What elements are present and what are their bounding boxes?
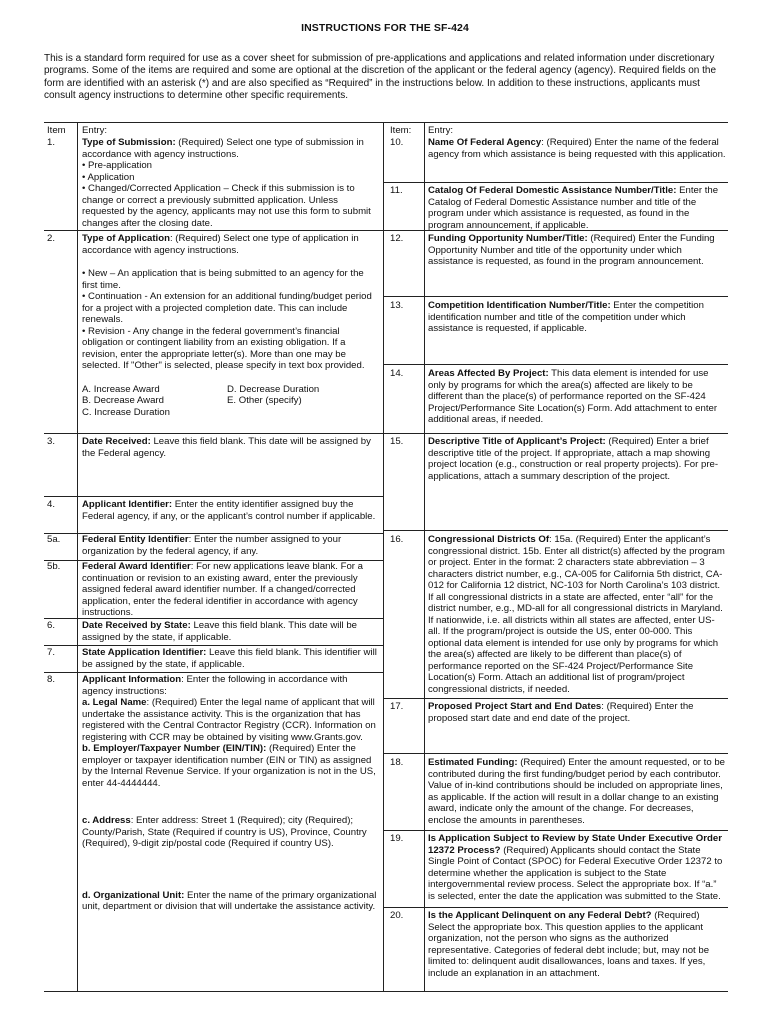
- item-title: Descriptive Title of Applicant’s Project:: [428, 436, 606, 447]
- bullet: • Pre-application: [82, 160, 153, 171]
- item-title: Is the Applicant Delinquent on any Federal Debt?: [428, 910, 652, 921]
- item-number: 19.: [390, 833, 404, 844]
- sub-item-title: d. Organizational Unit:: [82, 889, 185, 901]
- item-20-entry: [428, 910, 726, 979]
- item-title: Competition Identification Number/Title:: [428, 300, 611, 311]
- item-text: Enter the Catalog of Federal Domestic Assistance number and title of the program under which assistance is requested, as found in the program announcement, if applicable.: [428, 185, 719, 231]
- column-divider: [383, 123, 384, 991]
- item-text: : 15a. (Required) Enter the applicant’s congressional district. 15b. Enter all district(s) affected by the program or project. Enter in the format: 2 characters state abbreviation – 3 characters district number, e.g., CA-005 for California 5th district, CA-012 for California 12 district, NC-103 for North Carolina’s 103 district. If all congressional districts in a state are affected, enter “all” for the district number, e.g., MD-all for all congressional districts in Maryland. If nationwide, i.e. all districts within all states are affected, enter US-all. If the program/project is outside the US, enter 00-000. This optional data element is intended for use only by programs for which the area(s) affected are likely to be different than place(s) of performance reported on the SF-424 Project/Performance Site Location(s) Form. Attach an additional list of program/project congressional districts, if needed.: [428, 534, 725, 695]
- item-number: 20.: [390, 910, 404, 921]
- item-title: Is Application Subject to Review by State Under Executive Order 12372 Process?: [428, 833, 722, 856]
- intro-paragraph: This is a standard form required for use as a cover sheet for submission of pre-applications and applications and related information under discretionary programs. Some of the items are required and some are optional at the discretion of the applicant or the federal agency (agency). Required fields on the form are identified with an asterisk (*) and are also specified as “Required” in the instructions below. In addition to these instructions, applicants must consult agency instructions to determine other specific requirements.: [44, 53, 717, 102]
- sub-item-text: : Enter address: Street 1 (Required); city (Required); County/Parish, State (Required if country is US), Province, Country (Required), 9-digit zip/postal code (Required if country US).: [82, 815, 367, 849]
- item-title: Date Received by State:: [82, 620, 191, 631]
- item-title: Applicant Identifier:: [82, 499, 173, 510]
- item-text: (Required) Enter the Funding Opportunity Number and title of the opportunity under which assistance is requested, as found in the program announcement.: [428, 233, 715, 267]
- item-text: : For new applications leave blank. For a continuation or revision to an existing award, enter the previously assigned federal award identifier number. If a changed/corrected application, enter the federal identifier in accordance with agency instructions.: [82, 561, 364, 618]
- sub-item-title: c. Address: [82, 815, 131, 826]
- option: E. Other (specify): [227, 395, 302, 406]
- item-17-entry: [428, 701, 726, 724]
- item-text: (Required) Enter a brief descriptive title of the project. If appropriate, attach a map showing project location (e.g., construction or real property projects). For pre-applications, attach a summary description of the project.: [428, 436, 719, 482]
- sub-item-c: [82, 815, 380, 850]
- item-number: 12.: [390, 233, 404, 244]
- item-4-entry: [82, 499, 380, 522]
- item-5a-entry: [82, 534, 380, 557]
- item-number: 4.: [47, 499, 56, 510]
- sub-item-text: (Required) Enter the employer or taxpayer identification number (EIN or TIN) as assigned by the Internal Revenue Service. If your organization is not in the US, enter 44-4444444.: [82, 743, 376, 789]
- item-header-left: Item: [47, 125, 66, 136]
- item-16-entry: [428, 534, 726, 695]
- item-text: Leave this field blank. This identifier will be assigned by the state, if applicable.: [82, 647, 377, 670]
- option: A. Increase Award: [82, 383, 160, 395]
- row-divider: [383, 907, 728, 908]
- row-divider: [383, 433, 728, 434]
- sub-item-a: [82, 697, 380, 743]
- item-text: Leave this field blank. This date will be assigned by the state, if applicable.: [82, 620, 357, 643]
- option: C. Increase Duration: [82, 406, 170, 418]
- item-number: 14.: [390, 368, 404, 379]
- entry-header-right: Entry:: [428, 125, 454, 136]
- item-text: (Required) Select the appropriate box. This question applies to the applicant organization, not the person who signs as the authorized representative. Categories of federal debt include; but, may not be limited to: delinquent audit disallowances, loans and taxes. If yes, include an explanation in an attachment.: [428, 910, 710, 979]
- item-number: 11.: [390, 185, 403, 196]
- page-title: INSTRUCTIONS FOR THE SF-424: [301, 22, 469, 34]
- item-text: : Enter the number assigned to your organization by the federal agency, if any.: [82, 534, 342, 557]
- item-title: Proposed Project Start and End Dates: [428, 701, 602, 712]
- item-number: 1.: [47, 137, 56, 148]
- sub-item-text: : (Required) Enter the legal name of applicant that will undertake the assistance activity. This is the organization that has registered with the Central Contractor Registry (CCR). Information on registering with CCR may be obtained by visiting www.Grants.gov.: [82, 697, 376, 743]
- sub-item-d: [82, 890, 380, 913]
- column-divider: [424, 123, 425, 991]
- row-divider: [44, 496, 383, 497]
- item-title: Estimated Funding:: [428, 757, 518, 768]
- item-text: (Required) Enter the amount requested, or to be contributed during the first funding/budget period by each contributor. Value of in-kind contributions should be included on appropriate lines, as applicable. If the action will result in a dollar change to an existing award, indicate only the amount of the change. For decreases, enclose the amounts in parentheses.: [428, 757, 725, 826]
- item-number: 16.: [390, 534, 404, 545]
- item-19-entry: [428, 833, 726, 902]
- row-divider: [383, 753, 728, 754]
- bullet: • Application: [82, 171, 135, 183]
- item-text: Leave this field blank. This date will be assigned by the Federal agency.: [82, 436, 371, 459]
- item-number: 5b.: [47, 561, 61, 572]
- item-title: Catalog Of Federal Domestic Assistance Number/Title:: [428, 185, 677, 196]
- item-7-entry: [82, 647, 380, 670]
- bullet: • Changed/Corrected Application – Check if this submission is to change or correct a previously submitted application. Unless requested by the agency, applicants may not use this form to submit changes after the closing date.: [82, 183, 371, 229]
- item-text: : (Required) Enter the proposed start date and end date of the project.: [428, 701, 694, 724]
- row-divider: [383, 530, 728, 531]
- option: B. Decrease Award: [82, 395, 164, 406]
- item-text: (Required) Applicants should contact the State Single Point of Contact (SPOC) for Federal Executive Order 12372 to determine whether the application is subject to the State intergovernmental review process. Select the appropriate box. If “a.” is selected, enter the date the application was submitted to the State.: [428, 844, 723, 902]
- row-divider: [383, 296, 728, 297]
- item-2-entry: [82, 233, 380, 418]
- item-title: Type of Submission:: [82, 137, 176, 148]
- option: D. Decrease Duration: [227, 383, 320, 395]
- item-8-entry: [82, 674, 380, 913]
- item-text: Enter the entity identifier assigned buy the Federal agency, if any, or the applicant’s control number if applicable.: [82, 499, 376, 522]
- item-title: Type of Application: [82, 233, 170, 244]
- row-divider: [44, 672, 383, 673]
- item-text: (Required) Select one type of submission in accordance with agency instructions.: [82, 137, 364, 160]
- bullet: • Continuation - An extension for an additional funding/budget period for a project with a projected completion date. This can include renewals.: [82, 291, 372, 325]
- row-divider: [44, 433, 383, 434]
- item-text: : (Required) Enter the name of the federal agency from which assistance is being requested with this application.: [428, 137, 726, 160]
- item-text: : (Required) Select one type of application in accordance with agency instructions.: [82, 233, 359, 256]
- item-6-entry: [82, 620, 380, 643]
- item-number: 7.: [47, 647, 56, 658]
- sub-item-text: Enter the name of the primary organizational unit, department or division that will undertake the assistance activity.: [82, 889, 377, 912]
- item-number: 3.: [47, 436, 56, 447]
- sub-item-b: [82, 743, 380, 789]
- item-number: 8.: [47, 674, 56, 685]
- row-divider: [383, 182, 728, 183]
- item-title: Areas Affected By Project:: [428, 368, 549, 379]
- row-divider: [383, 698, 728, 699]
- row-divider: [383, 830, 728, 831]
- item-number: 6.: [47, 620, 56, 631]
- item-title: Congressional Districts Of: [428, 534, 550, 545]
- item-title: Funding Opportunity Number/Title:: [428, 233, 588, 244]
- bullet: • Revision - Any change in the federal government’s financial obligation or contingent liability from an existing obligation. If a revision, enter the appropriate letter(s). More than one may be selected. If "Other" is selected, please specify in text box provided.: [82, 325, 365, 371]
- item-text: This data element is intended for use only by programs for which the area(s) affected are likely to be different than the place(s) of performance reported on the SF-424 Project/Performance Site Location(s) Form. Add attachment to enter additional areas, if needed.: [428, 368, 718, 425]
- item-title: Federal Entity Identifier: [82, 534, 189, 545]
- item-title: State Application Identifier:: [82, 647, 207, 658]
- item-title: Name Of Federal Agency: [428, 137, 542, 148]
- item-14-entry: [428, 368, 726, 426]
- item-number: 5a.: [47, 534, 61, 545]
- item-1-entry: [82, 137, 380, 229]
- item-text: Enter the competition identification number and title of the competition under which assistance is requested, if applicable.: [428, 300, 704, 334]
- sub-item-title: b. Employer/Taxpayer Number (EIN/TIN):: [82, 743, 267, 754]
- sub-item-title: a. Legal Name: [82, 697, 147, 708]
- item-number: 10.: [390, 137, 404, 148]
- row-divider: [44, 645, 383, 646]
- item-13-entry: [428, 300, 726, 335]
- item-number: 18.: [390, 757, 404, 768]
- row-divider: [383, 364, 728, 365]
- item-11-entry: [428, 185, 726, 231]
- item-18-entry: [428, 757, 726, 826]
- entry-header-left: Entry:: [82, 125, 108, 136]
- revision-options: [82, 384, 380, 419]
- item-number: 15.: [390, 436, 404, 447]
- item-header-right: Item:: [390, 125, 412, 136]
- item-title: Applicant Information: [82, 674, 182, 685]
- row-divider: [44, 230, 383, 231]
- item-15-entry: [428, 436, 726, 482]
- item-title: Date Received:: [82, 436, 151, 447]
- item-5b-entry: [82, 561, 380, 619]
- bullet: • New – An application that is being submitted to an agency for the first time.: [82, 268, 364, 291]
- instructions-table: [44, 122, 728, 992]
- item-number: 13.: [390, 300, 404, 311]
- item-text: : Enter the following in accordance with agency instructions:: [82, 674, 348, 697]
- item-12-entry: [428, 233, 726, 268]
- item-10-entry: [428, 137, 726, 160]
- item-number: 2.: [47, 233, 56, 244]
- item-title: Federal Award Identifier: [82, 561, 191, 572]
- column-divider: [77, 123, 78, 991]
- item-number: 17.: [390, 701, 404, 712]
- item-3-entry: [82, 436, 380, 459]
